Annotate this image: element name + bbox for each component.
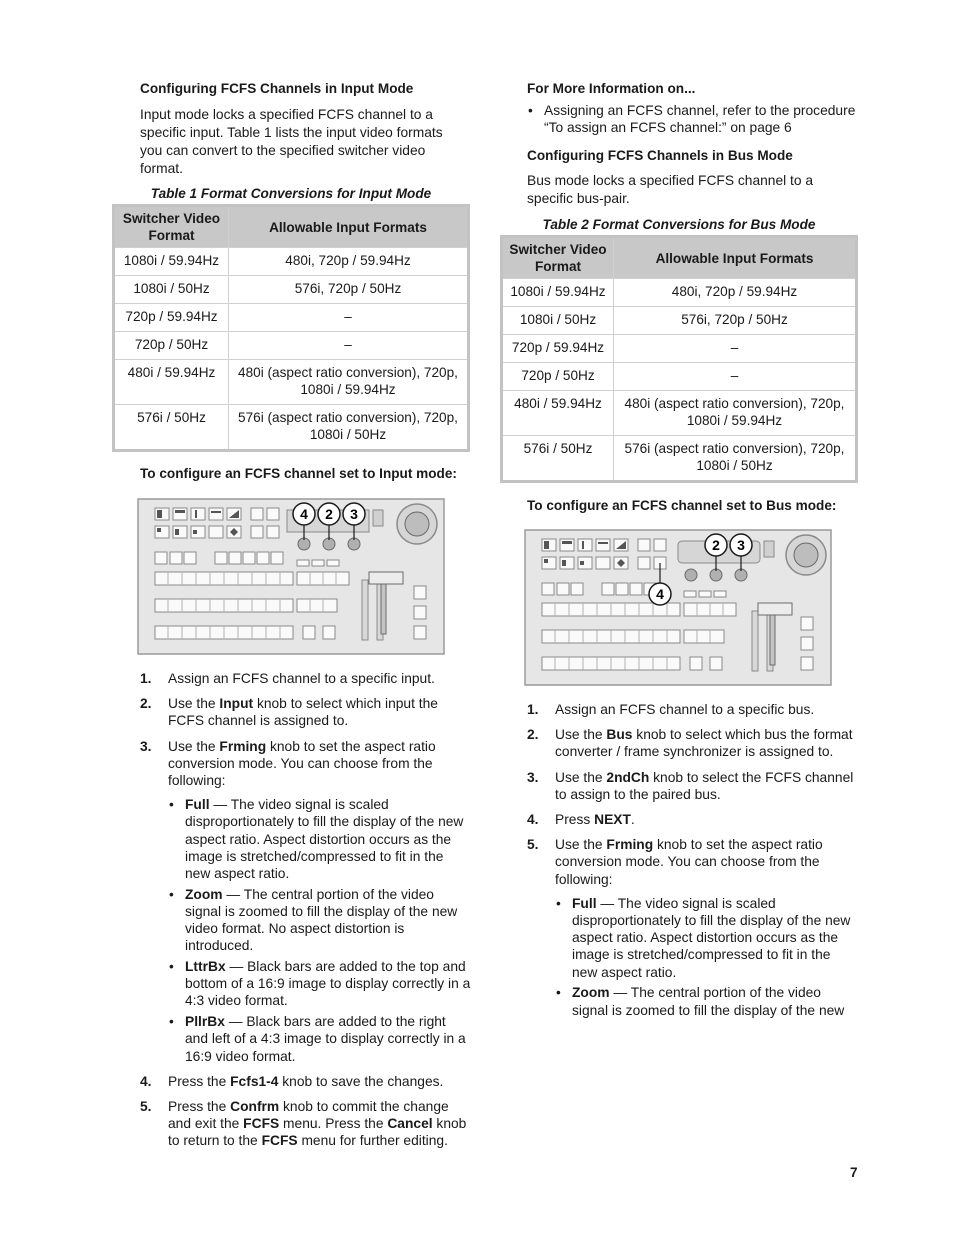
step-number: 1. xyxy=(140,671,152,686)
option-term: Full xyxy=(185,797,210,813)
table-row xyxy=(502,436,857,482)
table-row xyxy=(114,405,469,451)
joystick-inner xyxy=(405,512,429,536)
bus-steps xyxy=(527,701,859,1027)
table-cell: 720p / 59.94Hz xyxy=(502,335,614,363)
step-text: Use the xyxy=(555,837,607,853)
step-keyword: Fcfs1-4 xyxy=(230,1073,279,1089)
table-cell: 480i, 720p / 59.94Hz xyxy=(614,279,857,307)
step-text: knob to return to the xyxy=(168,1116,467,1149)
step-keyword: Frming xyxy=(219,738,267,754)
table-row xyxy=(502,307,857,335)
list-item xyxy=(555,984,859,1018)
step-keyword: Confrm xyxy=(230,1098,280,1114)
step-keyword: FCFS xyxy=(243,1116,280,1132)
table-cell: 576i / 50Hz xyxy=(502,436,614,482)
table-row xyxy=(114,332,469,360)
table-cell: – xyxy=(229,332,469,360)
callout-2-label: 2 xyxy=(325,506,333,522)
step-text: Use the xyxy=(168,738,220,754)
usb-port xyxy=(373,510,383,526)
table1-header-allowable: Allowable Input Formats xyxy=(229,206,469,248)
step-item xyxy=(527,769,859,803)
table-row xyxy=(502,335,857,363)
table1-caption: Table 1 Format Conversions for Input Mode xyxy=(150,186,432,201)
table-cell: 480i, 720p / 59.94Hz xyxy=(229,248,469,276)
step-number: 5. xyxy=(527,837,539,853)
table1 xyxy=(112,204,470,452)
table-cell: 720p / 50Hz xyxy=(114,332,229,360)
step-item xyxy=(140,670,472,687)
page-number: 7 xyxy=(850,1165,858,1180)
table-cell: 1080i / 59.94Hz xyxy=(502,279,614,307)
step-item xyxy=(527,811,859,828)
table-cell: 1080i / 50Hz xyxy=(114,276,229,304)
step-item xyxy=(527,701,859,718)
option-desc: — The central portion of the video signal is zoomed to fill the display of the new xyxy=(572,985,845,1018)
list-item xyxy=(555,895,859,981)
side-buttons xyxy=(801,617,813,670)
step-number: 3. xyxy=(527,769,539,785)
table-row xyxy=(502,391,857,436)
table2-header-format: Switcher Video Format xyxy=(502,237,614,279)
step-text: knob to save the changes. xyxy=(278,1073,444,1089)
bus-mode-intro: Bus mode locks a specified FCFS channel to a specific bus-pair. xyxy=(527,173,814,206)
table-row xyxy=(114,360,469,405)
step-text: Use the xyxy=(555,769,607,785)
table-cell: 576i (aspect ratio conversion), 720p, 1080i / 50Hz xyxy=(614,436,857,482)
step-item xyxy=(140,1098,472,1150)
input-mode-heading: Configuring FCFS Channels in Input Mode xyxy=(140,81,414,96)
step-text: Use the xyxy=(555,727,607,743)
list-item: • Assigning an FCFS channel, refer to the procedure “To assign an FCFS channel:” on page 6 xyxy=(527,102,859,136)
usb-port xyxy=(764,541,774,557)
table1-header-format: Switcher Video Format xyxy=(114,206,229,248)
option-desc: — The video signal is scaled disproportionately to fill the display of the new aspect ratio. Aspect distortion occurs as the image is stretched/compressed to fit in the new aspect ratio. xyxy=(572,895,851,980)
step-number: 3. xyxy=(140,738,152,754)
step-keyword: FCFS xyxy=(261,1133,298,1149)
step-keyword: Frming xyxy=(606,837,654,853)
table-row xyxy=(114,248,469,276)
panel-svg xyxy=(137,498,445,655)
step-text: . xyxy=(630,812,635,828)
step-number: 1. xyxy=(527,702,539,717)
step-item xyxy=(140,738,472,1065)
fader-handle xyxy=(758,603,792,615)
option-desc: — Black bars are added to the top and bottom of a 16:9 image to display correctly in a 4:3 video format. xyxy=(185,959,471,1009)
input-procedure-heading: To configure an FCFS channel set to Input mode: xyxy=(140,466,457,481)
input-steps xyxy=(140,670,472,1158)
step-number: 2. xyxy=(527,727,539,743)
more-info-list xyxy=(527,102,859,136)
step-item xyxy=(140,1073,472,1090)
option-term: Zoom xyxy=(572,985,610,1001)
input-step-list xyxy=(140,670,472,1150)
fader-lever xyxy=(770,615,775,665)
table-cell: 720p / 59.94Hz xyxy=(114,304,229,332)
step-item xyxy=(527,726,859,760)
option-term: LttrBx xyxy=(185,959,226,975)
step-text: Press xyxy=(555,812,595,828)
step-text: knob to set the aspect ratio conversion mode. You can choose from the following: xyxy=(168,738,436,789)
option-term: Full xyxy=(572,895,597,911)
table-row xyxy=(114,304,469,332)
step-text: knob to select the FCFS channel to assign to the paired bus. xyxy=(555,769,854,802)
input-mode-intro: Input mode locks a specified FCFS channel to a specific input. Table 1 lists the input video formats you can convert to the specified switcher video format. xyxy=(140,107,443,176)
side-buttons xyxy=(414,586,426,639)
step-keyword: Input xyxy=(219,696,254,712)
table-cell: 576i / 50Hz xyxy=(114,405,229,451)
option-desc: — The central portion of the video signal is zoomed to fill the display of the new video format. No aspect distortion is introduced. xyxy=(185,886,458,954)
callout-4-label: 4 xyxy=(656,586,664,602)
step-text: menu for further editing. xyxy=(297,1133,448,1149)
step-keyword: 2ndCh xyxy=(606,769,650,785)
step-number: 2. xyxy=(140,696,152,712)
step-text: menu. Press the xyxy=(279,1116,388,1132)
table-cell: 576i, 720p / 50Hz xyxy=(229,276,469,304)
table-cell: 480i (aspect ratio conversion), 720p, 1080i / 59.94Hz xyxy=(614,391,857,436)
step-item xyxy=(140,695,472,729)
list-item xyxy=(168,886,472,955)
step-text: knob to select which bus the format converter / frame synchronizer is assigned to. xyxy=(555,727,853,760)
table-cell: – xyxy=(614,335,857,363)
table-row xyxy=(114,276,469,304)
fader-lever xyxy=(381,584,386,634)
step-text: Assign an FCFS channel to a specific bus. xyxy=(555,702,815,717)
table-cell: 1080i / 59.94Hz xyxy=(114,248,229,276)
option-desc: — Black bars are added to the right and left of a 4:3 image to display correctly in a 16:9 video format. xyxy=(185,1014,466,1064)
step-number: 5. xyxy=(140,1098,152,1114)
table-row xyxy=(502,363,857,391)
table2-header-allowable: Allowable Input Formats xyxy=(614,237,857,279)
bus-step-list xyxy=(527,701,859,1019)
table-cell: 480i (aspect ratio conversion), 720p, 1080i / 59.94Hz xyxy=(229,360,469,405)
fader-track xyxy=(752,611,758,671)
list-item xyxy=(168,796,472,882)
table-cell: 480i / 59.94Hz xyxy=(502,391,614,436)
step-number: 4. xyxy=(140,1073,152,1089)
callout-3-label: 3 xyxy=(350,506,358,522)
table-cell: 720p / 50Hz xyxy=(502,363,614,391)
table-row xyxy=(502,279,857,307)
step-keyword: NEXT xyxy=(594,812,631,828)
control-panel-illustration-bus xyxy=(524,529,832,686)
table2 xyxy=(500,235,858,483)
callout-2-label: 2 xyxy=(712,537,720,553)
callout-3-label: 3 xyxy=(737,537,745,553)
step-text: Use the xyxy=(168,696,220,712)
step-keyword: Bus xyxy=(606,727,633,743)
table2-caption: Table 2 Format Conversions for Bus Mode xyxy=(542,217,816,232)
step-text: knob to set the aspect ratio conversion mode. You can choose from the following: xyxy=(555,837,823,887)
step-text: Press the xyxy=(168,1098,231,1114)
more-info-heading: For More Information on... xyxy=(527,81,696,96)
step-text: Press the xyxy=(168,1073,231,1089)
step-number: 4. xyxy=(527,812,539,828)
fader-track xyxy=(362,580,368,640)
table-cell: 480i / 59.94Hz xyxy=(114,360,229,405)
step-text: knob to select which input the FCFS channel is assigned to. xyxy=(168,696,438,729)
option-term: PllrBx xyxy=(185,1014,225,1030)
table-cell: – xyxy=(229,304,469,332)
list-item xyxy=(168,958,472,1010)
step-text: Assign an FCFS channel to a specific input. xyxy=(168,671,435,686)
bus-mode-heading: Configuring FCFS Channels in Bus Mode xyxy=(527,148,793,163)
option-desc: — The video signal is scaled disproportionately to fill the display of the new aspect ratio. Aspect distortion occurs as the image is stretched/compressed to fit in the new aspect ratio. xyxy=(185,797,464,882)
option-term: Zoom xyxy=(185,886,223,902)
joystick-inner xyxy=(794,543,818,567)
fader-handle xyxy=(369,572,403,584)
step-item xyxy=(527,836,859,1019)
table-cell: – xyxy=(614,363,857,391)
step-text: knob to commit the change and exit the xyxy=(168,1098,449,1132)
mode-option-list xyxy=(168,796,472,1065)
control-panel-illustration-input xyxy=(137,498,445,655)
table-cell: 576i (aspect ratio conversion), 720p, 1080i / 50Hz xyxy=(229,405,469,451)
step-keyword: Cancel xyxy=(387,1116,433,1132)
list-item xyxy=(168,1013,472,1065)
callout-badges xyxy=(293,503,365,525)
callout-4-label: 4 xyxy=(300,506,308,522)
table-cell: 1080i / 50Hz xyxy=(502,307,614,335)
panel-svg xyxy=(524,529,832,686)
mode-option-list xyxy=(555,895,859,1019)
bus-procedure-heading: To configure an FCFS channel set to Bus mode: xyxy=(527,498,837,513)
table-cell: 576i, 720p / 50Hz xyxy=(614,307,857,335)
